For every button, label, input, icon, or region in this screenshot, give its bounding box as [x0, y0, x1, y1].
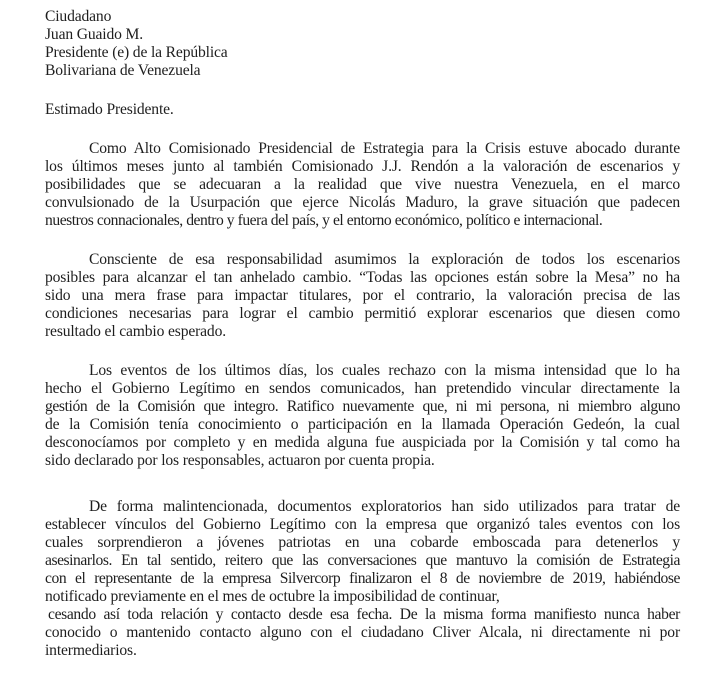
- paragraph-line: desconocíamos por completo y en medida alguna fue auspiciada por la Comisión y tal como ha: [45, 434, 680, 451]
- paragraph-line: conocido o mantenido contacto alguno con el ciudadano Cliver Alcala, ni directamente ni por: [45, 624, 680, 641]
- paragraph-line: gestión de la Comisión que integro. Ratifico nuevamente que, ni mi persona, ni miembro alguno: [45, 398, 680, 415]
- paragraph-line: De forma malintencionada, documentos exploratorios han sido utilizados para tratar de: [89, 498, 680, 515]
- paragraph-line: los últimos meses junto al también Comisionado J.J. Rendón a la valoración de escenarios y: [45, 158, 680, 175]
- paragraph-line: establecer vínculos del Gobierno Legítimo con la empresa que organizó tales eventos con los: [45, 516, 680, 533]
- paragraph-line: sido una mera frase para impactar titulares, por el contrario, la valoración precisa de las: [45, 287, 680, 304]
- paragraph-line: nuestros connacionales, dentro y fuera del país, y el entorno económico, político e internacional.: [45, 212, 603, 229]
- paragraph-line: Consciente de esa responsabilidad asumimos la exploración de todos los escenarios: [89, 251, 680, 268]
- paragraph-line: posibles para alcanzar el tan anhelado cambio. “Todas las opciones están sobre la Mesa” no ha: [45, 269, 680, 286]
- paragraph-line: Los eventos de los últimos días, los cuales rechazo con la misma intensidad que lo ha: [89, 362, 680, 379]
- paragraph-line: Como Alto Comisionado Presidencial de Estrategia para la Crisis estuve abocado durante: [89, 140, 680, 157]
- recipient-line: Ciudadano: [45, 8, 112, 25]
- recipient-line: Bolivariana de Venezuela: [45, 62, 201, 79]
- salutation: Estimado Presidente.: [45, 101, 174, 118]
- paragraph-line: posibilidades que se adecuaran a la realidad que vive nuestra Venezuela, en el marco: [45, 176, 680, 193]
- paragraph-line: hecho el Gobierno Legítimo en sendos comunicados, han pretendido vincular directamente la: [45, 380, 680, 397]
- paragraph-line: con el representante de la empresa Silvercorp finalizaron el 8 de noviembre de 2019, habiéndose: [45, 570, 680, 587]
- paragraph-line: cuales sorprendieron a jóvenes patriotas en una cobarde emboscada para detenerlos y: [45, 534, 680, 551]
- paragraph-line: convulsionado de la Usurpación que ejerce Nicolás Maduro, la grave situación que padecen: [45, 194, 680, 211]
- paragraph-line: de la Comisión tenía conocimiento o participación en la llamada Operación Gedeón, la cual: [45, 416, 680, 433]
- paragraph-line: cesando así toda relación y contacto desde esa fecha. De la misma forma manifiesto nunca haber: [48, 606, 680, 623]
- paragraph-line: asesinarlos. En tal sentido, reitero que las conversaciones que mantuvo la comisión de Estrategia: [45, 552, 680, 569]
- paragraph-line: condiciones necesarias para lograr el cambio permitió explorar escenarios que diesen como: [45, 305, 680, 322]
- recipient-line: Presidente (e) de la República: [45, 44, 228, 61]
- paragraph-line: sido declarado por los responsables, actuaron por cuenta propia.: [45, 452, 435, 469]
- paragraph-line: intermediarios.: [45, 642, 137, 659]
- paragraph-line: resultado el cambio esperado.: [45, 323, 226, 340]
- recipient-line: Juan Guaido M.: [45, 26, 143, 43]
- paragraph-line: notificado previamente en el mes de octubre la imposibilidad de continuar,: [45, 588, 500, 605]
